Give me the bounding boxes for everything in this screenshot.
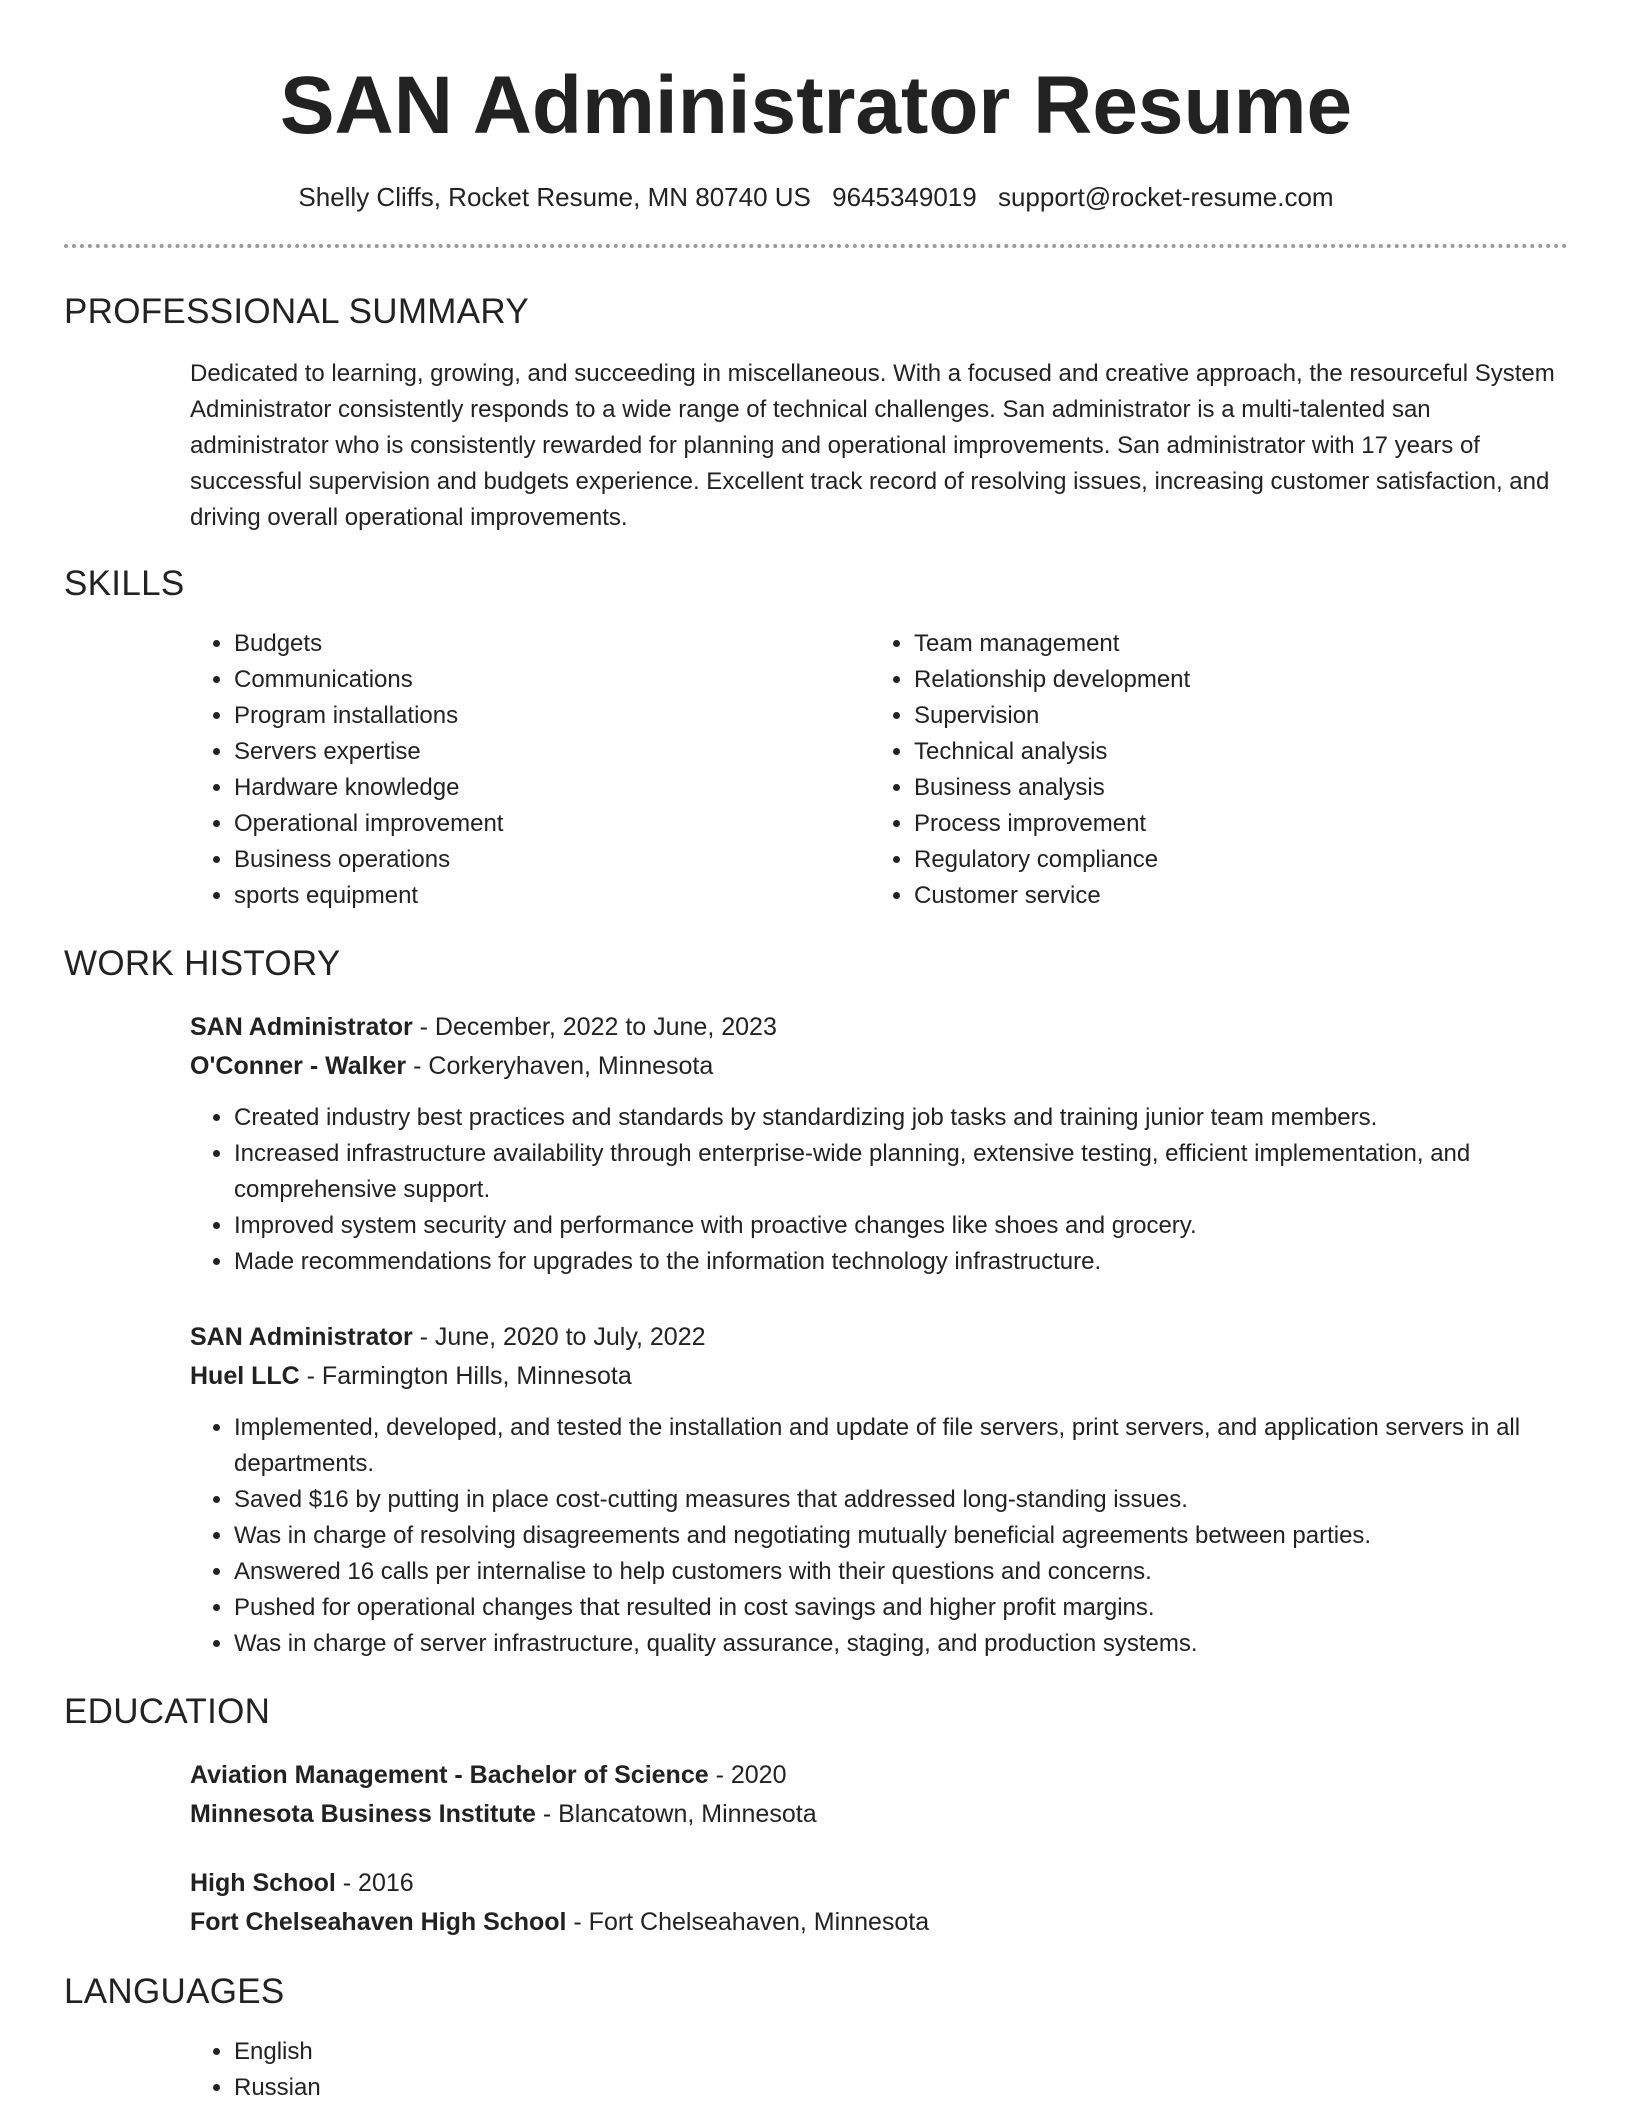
- languages-body: [190, 2034, 1568, 2106]
- job-company: O'Conner - Walker: [190, 1052, 407, 1080]
- skill-item: • sports equipment: [234, 878, 870, 914]
- languages-list: [190, 2034, 1568, 2106]
- languages-heading: LANGUAGES: [64, 1972, 285, 2011]
- summary-text: Dedicated to learning, growing, and succeeding in miscellaneous. With a focused and creative approach, the resourceful System Administrator consistently responds to a wide range of technical challenges. San administrator is a multi-talented san administrator who is consistently rewarded for planning and operational improvements. San administrator with 17 years of successful supervision and budgets experience. Excellent track record of resolving issues, increasing customer satisfaction, and driving overall operational improvements.: [190, 360, 1555, 531]
- job-entry: [190, 1318, 1568, 1662]
- summary-heading: PROFESSIONAL SUMMARY: [64, 292, 529, 331]
- contact-phone: 9645349019: [832, 182, 977, 212]
- job-bullet: • Increased infrastructure availability through enterprise-wide planning, extensive testing, efficient implementation, and comprehensive support.: [234, 1136, 1568, 1208]
- skill-item: • Relationship development: [914, 662, 1550, 698]
- skills-grid: [190, 626, 1568, 914]
- skill-item: • Customer service: [914, 878, 1550, 914]
- education-school: Minnesota Business Institute: [190, 1800, 536, 1828]
- education-section: [64, 1690, 1568, 1942]
- header-divider: [64, 244, 1568, 248]
- education-degree: High School: [190, 1869, 336, 1897]
- skill-item: • Technical analysis: [914, 734, 1550, 770]
- skill-item: • Budgets: [234, 626, 870, 662]
- languages-section: [64, 1970, 1568, 2106]
- education-degree-line: [190, 1864, 1568, 1903]
- job-bullet: • Implemented, developed, and tested the installation and update of file servers, print servers, and application servers in all departments.: [234, 1410, 1568, 1482]
- skill-item: • Team management: [914, 626, 1550, 662]
- language-item: • Russian: [234, 2070, 1568, 2106]
- skill-item: • Hardware knowledge: [234, 770, 870, 806]
- job-title-line: [190, 1318, 1568, 1357]
- summary-section: [64, 290, 1568, 536]
- education-degree-line: [190, 1756, 1568, 1795]
- skills-right-column: [870, 626, 1550, 914]
- education-school-line: [190, 1903, 1568, 1942]
- skill-item: • Business operations: [234, 842, 870, 878]
- skill-item: • Regulatory compliance: [914, 842, 1550, 878]
- job-bullets: [190, 1100, 1568, 1280]
- skill-item: • Program installations: [234, 698, 870, 734]
- job-dates: - December, 2022 to June, 2023: [412, 1013, 777, 1041]
- skills-section: [64, 562, 1568, 914]
- education-school-line: [190, 1795, 1568, 1834]
- education-degree: Aviation Management - Bachelor of Science: [190, 1761, 709, 1789]
- job-bullet: • Was in charge of resolving disagreements and negotiating mutually beneficial agreements between parties.: [234, 1518, 1568, 1554]
- skill-item: • Operational improvement: [234, 806, 870, 842]
- job-title: SAN Administrator: [190, 1323, 413, 1351]
- job-location: - Farmington Hills, Minnesota: [299, 1362, 632, 1390]
- contact-email: support@rocket-resume.com: [997, 182, 1334, 212]
- skills-left-column: [190, 626, 870, 914]
- job-entry: [190, 1008, 1568, 1280]
- job-company-line: [190, 1047, 1568, 1086]
- skills-heading: SKILLS: [64, 564, 185, 603]
- job-bullet: • Improved system security and performance with proactive changes like shoes and grocery.: [234, 1208, 1568, 1244]
- work-history-section: [64, 942, 1568, 1662]
- job-bullet: • Pushed for operational changes that resulted in cost savings and higher profit margins.: [234, 1590, 1568, 1626]
- job-location: - Corkeryhaven, Minnesota: [406, 1052, 714, 1080]
- job-bullets: [190, 1410, 1568, 1662]
- resume-title: SAN Administrator Resume: [279, 60, 1353, 151]
- education-entry: [190, 1756, 1568, 1834]
- job-title-line: [190, 1008, 1568, 1047]
- education-heading: EDUCATION: [64, 1692, 271, 1731]
- job-company: Huel LLC: [190, 1362, 300, 1390]
- job-bullet: • Was in charge of server infrastructure, quality assurance, staging, and production systems.: [234, 1626, 1568, 1662]
- skill-item: • Supervision: [914, 698, 1550, 734]
- education-entry: [190, 1864, 1568, 1942]
- work-history-heading: WORK HISTORY: [64, 944, 341, 983]
- job-bullet: • Answered 16 calls per internalise to help customers with their questions and concerns.: [234, 1554, 1568, 1590]
- contact-line: [64, 180, 1568, 214]
- job-bullet: • Saved $16 by putting in place cost-cutting measures that addressed long-standing issues.: [234, 1482, 1568, 1518]
- job-company-line: [190, 1357, 1568, 1396]
- skill-item: • Process improvement: [914, 806, 1550, 842]
- skill-item: • Communications: [234, 662, 870, 698]
- job-bullet: • Created industry best practices and standards by standardizing job tasks and training junior team members.: [234, 1100, 1568, 1136]
- education-year: - 2020: [708, 1761, 787, 1789]
- skill-item: • Business analysis: [914, 770, 1550, 806]
- language-item: • English: [234, 2034, 1568, 2070]
- education-school: Fort Chelseahaven High School: [190, 1908, 567, 1936]
- education-location: - Blancatown, Minnesota: [535, 1800, 817, 1828]
- job-dates: - June, 2020 to July, 2022: [412, 1323, 706, 1351]
- contact-address: Shelly Cliffs, Rocket Resume, MN 80740 US: [298, 182, 811, 212]
- job-title: SAN Administrator: [190, 1013, 413, 1041]
- skill-item: • Servers expertise: [234, 734, 870, 770]
- job-bullet: • Made recommendations for upgrades to the information technology infrastructure.: [234, 1244, 1568, 1280]
- education-year: - 2016: [335, 1869, 414, 1897]
- education-location: - Fort Chelseahaven, Minnesota: [566, 1908, 930, 1936]
